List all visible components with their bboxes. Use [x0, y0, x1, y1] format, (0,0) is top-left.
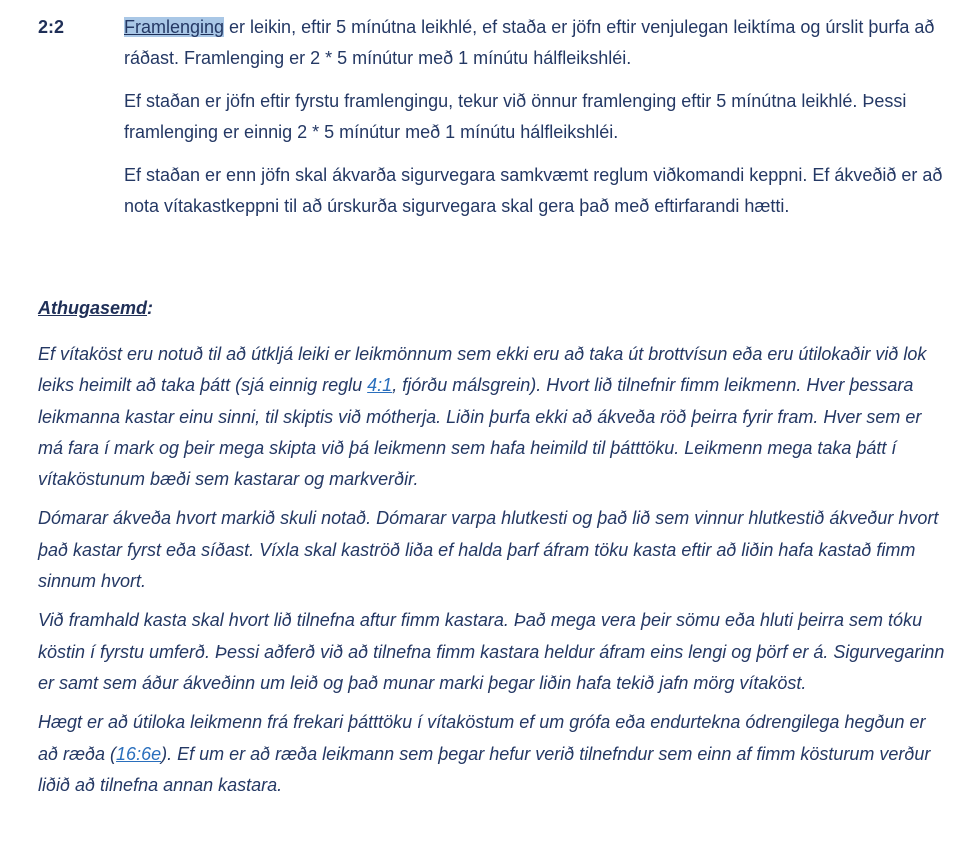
rule-paragraph-1-text: er leikin, eftir 5 mínútna leikhlé, ef staða er jöfn eftir venjulegan leiktíma og úrslit þurfa að ráðast. Framlenging er 2 * 5 mínútur með 1 mínútu hálfleikshléi. — [124, 17, 935, 68]
rule-paragraph-1 — [124, 12, 950, 74]
rule-paragraph-2: Ef staðan er jöfn eftir fyrstu framlengingu, tekur við önnur framlenging eftir 5 mínútna leikhlé. Þessi framlenging er einnig 2 * 5 mínútur með 1 mínútu hálfleikshléi. — [124, 91, 907, 142]
note-paragraph-2: Dómarar ákveða hvort markið skuli notað. Dómarar varpa hlutkesti og það lið sem vinnur hlutkestið ákveður hvort það kastar fyrst eða síðast. Víxla skal kaströð liða ef halda þarf áfram töku kasta eftir að liðin hafa kastað fimm sinnum hvort. — [38, 508, 939, 592]
rule-paragraph-3: Ef staðan er enn jöfn skal ákvarða sigurvegara samkvæmt reglum viðkomandi keppni. Ef ákveðið er að nota vítakastkeppni til að úrskurða sigurvegara skal gera það með eftirfarandi hætti. — [124, 165, 943, 216]
note-section — [38, 293, 948, 809]
note-title-colon: : — [147, 298, 154, 318]
note-paragraph-3: Við framhald kasta skal hvort lið tilnefna aftur fimm kastara. Það mega vera þeir sömu eða hluti þeirra sem tóku köstin í fyrstu umferð. Þessi aðferð við að tilnefna fimm kastara heldur áfram eins lengi og þörf er á. Sigurvegarinn er samt sem áður ákveðinn um leið og það munar marki þegar liðin hafa tekið jafn mörg vítaköst. — [38, 610, 945, 693]
note-title-text: Athugasemd — [38, 298, 148, 318]
rule-body — [124, 12, 950, 234]
note-paragraph-4 — [38, 707, 948, 801]
note-paragraph-1 — [38, 339, 948, 495]
note-paragraph-4-text-a: Hægt er að útiloka leikmenn frá frekari þátttöku í vítaköstum ef um grófa eða endurtekna ódrengilega hegðun er að ræða ( — [38, 712, 926, 764]
rule-link-4-1[interactable]: 4:1 — [367, 375, 393, 396]
note-title — [38, 293, 948, 323]
note-paragraph-4-text-b: ). Ef um er að ræða leikmann sem þegar hefur verið tilnefndur sem einn af fimm kösturum verður liðið að tilnefna annan kastara. — [38, 743, 931, 795]
rule-link-16-6e[interactable]: 16:6e — [116, 743, 162, 764]
note-paragraph-1-text-b: , fjórðu málsgrein). Hvort lið tilnefnir fimm leikmenn. Hver þessara leikmanna kastar einu sinni, til skiptis við mótherja. Liðin þurfa ekki að ákveða röð þeirra fyrir fram. Hver sem er má fara í mark og þeir mega skipta við þá leikmenn sem hafa heimild til þátttöku. Leikmenn mega taka þátt í vítaköstunum bæði sem kastarar og markverðir. — [38, 375, 922, 490]
highlighted-term[interactable]: Framlenging — [124, 17, 225, 37]
note-paragraph-1-text-a: Ef vítaköst eru notuð til að útkljá leiki er leikmönnum sem ekki eru að taka út brottvísun eða eru útilokaðir við lok leiks heimilt að taka þátt (sjá einnig reglu — [38, 344, 927, 396]
rule-number: 2:2 — [38, 17, 65, 37]
